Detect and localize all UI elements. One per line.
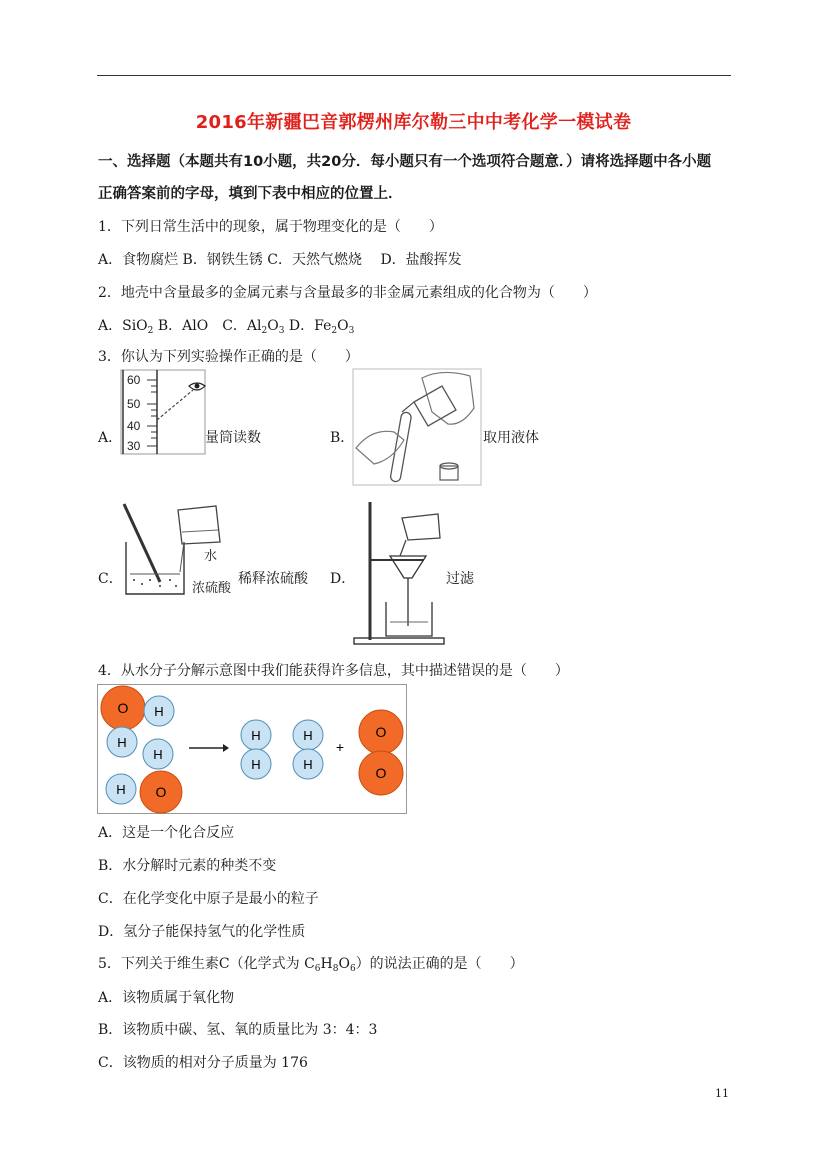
water-decomposition-diagram xyxy=(97,684,407,814)
q4-option-b: B．水分解时元素的种类不变 xyxy=(98,858,277,874)
hydrogen-atom-4 xyxy=(106,774,136,804)
oxygen-atom-1 xyxy=(101,686,145,730)
dilute-acid-figure xyxy=(120,498,238,598)
plus-sign: + xyxy=(335,739,345,755)
oxygen-atom-2 xyxy=(140,771,182,813)
svg-text:O: O xyxy=(375,765,387,781)
section-heading-line2: 正确答案前的字母，填到下表中相应的位置上． xyxy=(98,186,403,202)
q3-option-d-caption: 过滤 xyxy=(446,571,474,587)
section-heading-line1: 一、选择题（本题共有10小题，共20分．每小题只有一个选项符合题意．）请将选择题中各小题 xyxy=(98,154,712,170)
hydrogen-atom-2 xyxy=(107,727,137,757)
hydrogen-atom-3 xyxy=(143,739,173,769)
q3-option-b-letter: B． xyxy=(330,430,355,446)
q2-options: A．SiO$_2$ B．AlO C．$Al_2O_3$ D．$Fe_2O_3$ xyxy=(98,318,355,336)
q1-options: A．食物腐烂 B．钢铁生锈 C．天然气燃烧 D．盐酸挥发 xyxy=(98,252,462,268)
q3-option-c-letter: C． xyxy=(98,571,123,587)
q3-option-b-caption: 取用液体 xyxy=(483,430,539,446)
q3-option-d-letter: D． xyxy=(330,571,356,587)
filtration-figure xyxy=(350,498,450,648)
cylinder-tick-30: 30 xyxy=(127,439,141,453)
page-title: 2016年新疆巴音郭楞州库尔勒三中中考化学一模试卷 xyxy=(195,112,632,133)
cylinder-tick-50: 50 xyxy=(127,397,141,411)
pouring-liquid-figure xyxy=(352,368,482,486)
svg-text:H: H xyxy=(251,757,261,772)
q5-stem: 5．下列关于维生素C（化学式为 $C_6H_8O_6$）的说法正确的是（ ） xyxy=(98,956,524,974)
svg-text:O: O xyxy=(155,784,167,800)
page-number: 11 xyxy=(715,1087,729,1100)
q5-option-b: B．该物质中碳、氢、氧的质量比为 3：4：3 xyxy=(98,1022,378,1038)
hydrogen-atom-1 xyxy=(144,696,174,726)
q3-option-a-letter: A． xyxy=(98,430,123,446)
q2-stem: 2．地壳中含量最多的金属元素与含量最多的非金属元素组成的化合物为（ ） xyxy=(98,285,597,301)
q3-stem: 3．你认为下列实验操作正确的是（ ） xyxy=(98,349,359,365)
svg-text:H: H xyxy=(251,728,261,743)
q4-option-c: C．在化学变化中原子是最小的粒子 xyxy=(98,891,319,907)
svg-text:H: H xyxy=(303,757,313,772)
svg-text:H: H xyxy=(303,728,313,743)
q4-option-a: A．这是一个化合反应 xyxy=(98,825,235,841)
q5-option-c: C．该物质的相对分子质量为 176 xyxy=(98,1055,308,1071)
cylinder-tick-40: 40 xyxy=(127,419,141,433)
q1-stem: 1．下列日常生活中的现象，属于物理变化的是（ ） xyxy=(98,219,443,235)
q4-option-d: D．氢分子能保持氢气的化学性质 xyxy=(98,924,306,940)
q3-option-a-caption: 量筒读数 xyxy=(205,430,261,446)
svg-text:H: H xyxy=(153,747,163,762)
q3-option-c-caption: 稀释浓硫酸 xyxy=(238,571,308,587)
svg-text:H: H xyxy=(117,735,127,750)
conc-acid-label: 浓硫酸 xyxy=(192,581,232,596)
q4-stem: 4．从水分子分解示意图中我们能获得许多信息，其中描述错误的是（ ） xyxy=(98,663,569,679)
svg-text:O: O xyxy=(375,724,387,740)
header-rule xyxy=(97,75,731,76)
svg-text:H: H xyxy=(154,704,164,719)
water-label: 水 xyxy=(204,549,218,564)
q5-option-a: A．该物质属于氧化物 xyxy=(98,990,235,1006)
graduated-cylinder-figure xyxy=(117,368,209,456)
cylinder-tick-60: 60 xyxy=(127,373,141,387)
svg-text:O: O xyxy=(117,700,129,716)
svg-text:H: H xyxy=(116,782,126,797)
